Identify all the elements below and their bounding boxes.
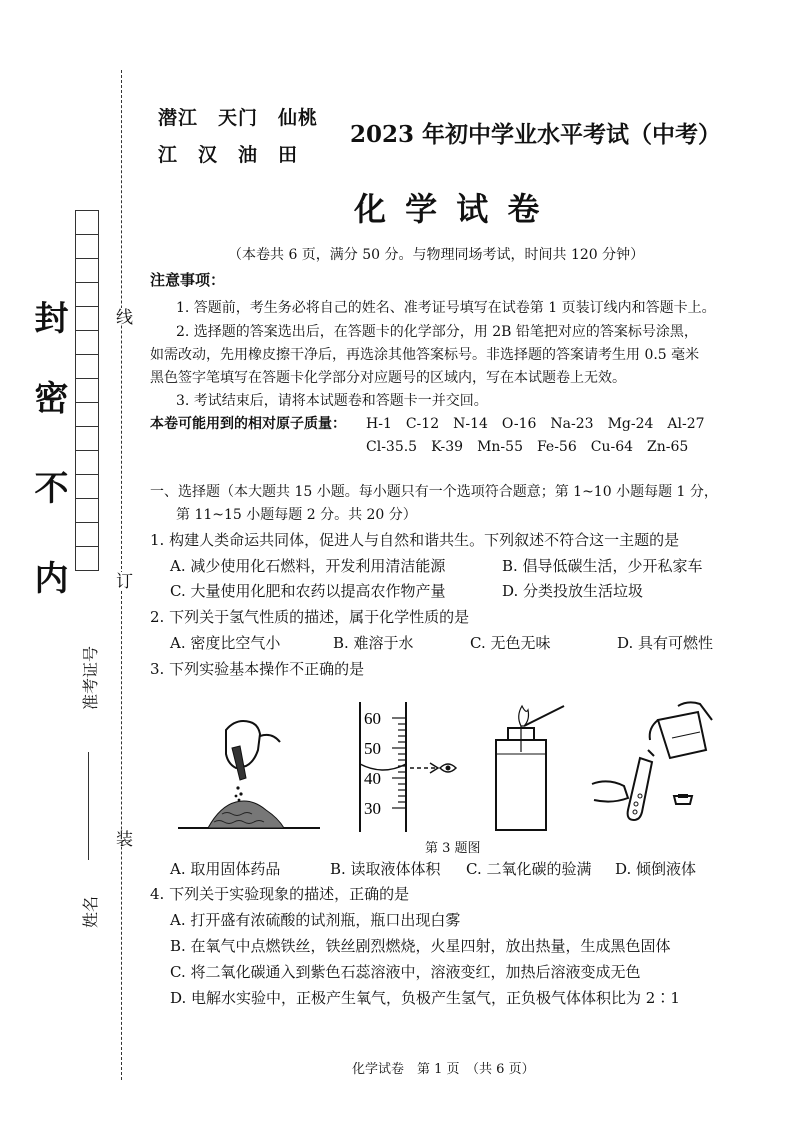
notes-heading: 注意事项： bbox=[150, 271, 226, 289]
subject-title: 化 学 试 卷 bbox=[354, 190, 544, 228]
q2-option-c: C. 无色无味 bbox=[470, 634, 551, 652]
atomic-mass-row1: H-1 C-12 N-14 O-16 Na-23 Mg-24 Al-27 bbox=[366, 416, 705, 432]
q4-option-b: B. 在氧气中点燃铁丝，铁丝剧烈燃烧，火星四射，放出热量，生成黑色固体 bbox=[170, 937, 671, 955]
seal-char-mi: 密 bbox=[28, 380, 68, 414]
note-1: 1. 答题前，考生务必将自己的姓名、准考证号填写在试卷第 1 页装订线内和答题卡上。 bbox=[176, 300, 716, 316]
figure-d-pour-liquid bbox=[588, 700, 728, 835]
margin-line-char: 线 bbox=[110, 308, 135, 325]
q1-option-b: B. 倡导低碳生活，少开私家车 bbox=[502, 557, 703, 575]
seal-char-bu: 不 bbox=[28, 470, 68, 504]
figure-a-solid-reagent bbox=[170, 710, 330, 835]
q3-option-c: C. 二氧化碳的验满 bbox=[466, 860, 592, 878]
scale-label-40: 40 bbox=[364, 769, 381, 788]
q4-option-c: C. 将二氧化碳通入到紫色石蕊溶液中，溶液变红，加热后溶液变成无色 bbox=[170, 963, 641, 981]
q3-stem: 3. 下列实验基本操作不正确的是 bbox=[150, 660, 365, 678]
figure-b-read-volume bbox=[352, 700, 462, 835]
q3-option-a: A. 取用固体药品 bbox=[170, 860, 281, 878]
region-line1: 潜江 天门 仙桃 bbox=[158, 107, 319, 129]
q2-stem: 2. 下列关于氢气性质的描述，属于化学性质的是 bbox=[150, 608, 470, 626]
q2-option-a: A. 密度比空气小 bbox=[170, 634, 281, 652]
q3-option-d: D. 倾倒液体 bbox=[615, 860, 697, 878]
exam-id-boxes[interactable] bbox=[75, 210, 99, 571]
q1-option-c: C. 大量使用化肥和农药以提高农作物产量 bbox=[170, 582, 446, 600]
scale-label-30: 30 bbox=[364, 799, 381, 818]
note-2-cont-1: 如需改动，先用橡皮擦干净后，再选涂其他答案标号。非选择题的答案请考生用 0.5 毫米 bbox=[150, 347, 700, 363]
note-2: 2. 选择题的答案选出后，在答题卡的化学部分，用 2B 铅笔把对应的答案标号涂黑， bbox=[176, 324, 698, 340]
figure-c-co2-test bbox=[488, 700, 578, 835]
q4-option-a: A. 打开盛有浓硫酸的试剂瓶，瓶口出现白雾 bbox=[170, 911, 461, 929]
q3-figure-caption: 第 3 题图 bbox=[425, 841, 481, 856]
q1-stem: 1. 构建人类命运共同体，促进人与自然和谐共生。下列叙述不符合这一主题的是 bbox=[150, 531, 680, 549]
exam-id-label: 准考证号 bbox=[81, 645, 100, 710]
margin-zhuang-char: 装 bbox=[110, 830, 135, 847]
section1-heading-2: 第 11~15 小题每题 2 分。共 20 分） bbox=[176, 507, 417, 523]
q2-option-d: D. 具有可燃性 bbox=[617, 634, 714, 652]
q2-option-b: B. 难溶于水 bbox=[333, 634, 414, 652]
atomic-mass-label: 本卷可能用到的相对原子质量： bbox=[150, 416, 346, 432]
seal-char-feng: 封 bbox=[28, 300, 68, 334]
q4-option-d: D. 电解水实验中，正极产生氧气，负极产生氢气，正负极气体体积比为 2∶1 bbox=[170, 989, 680, 1007]
q3-option-b: B. 读取液体体积 bbox=[330, 860, 441, 878]
atomic-mass-row2: Cl-35.5 K-39 Mn-55 Fe-56 Cu-64 Zn-65 bbox=[366, 439, 689, 455]
q1-option-a: A. 减少使用化石燃料，开发利用清洁能源 bbox=[170, 557, 446, 575]
q1-option-d: D. 分类投放生活垃圾 bbox=[502, 582, 644, 600]
note-3: 3. 考试结束后，请将本试题卷和答题卡一并交回。 bbox=[176, 393, 488, 409]
scale-label-50: 50 bbox=[364, 739, 381, 758]
exam-title: 2023 年初中学业水平考试（中考） bbox=[350, 121, 722, 148]
exam-info: （本卷共 6 页，满分 50 分。与物理同场考试，时间共 120 分钟） bbox=[228, 247, 645, 263]
scale-label-60: 60 bbox=[364, 709, 381, 728]
name-underline[interactable] bbox=[88, 752, 89, 860]
q4-stem: 4. 下列关于实验现象的描述，正确的是 bbox=[150, 885, 410, 903]
note-2-cont-2: 黑色签字笔填写在答题卡化学部分对应题号的区域内，写在本试题卷上无效。 bbox=[150, 370, 626, 386]
section1-heading-1: 一、选择题（本大题共 15 小题。每小题只有一个选项符合题意；第 1~10 小题每题 1 分， bbox=[150, 484, 718, 500]
name-label: 姓名 bbox=[81, 895, 100, 928]
page-footer: 化学试卷 第 1 页 （共 6 页） bbox=[352, 1062, 535, 1077]
region-line2: 江 汉 油 田 bbox=[158, 144, 299, 166]
margin-ding-char: 订 bbox=[110, 572, 135, 589]
seal-char-nei: 内 bbox=[28, 560, 68, 594]
